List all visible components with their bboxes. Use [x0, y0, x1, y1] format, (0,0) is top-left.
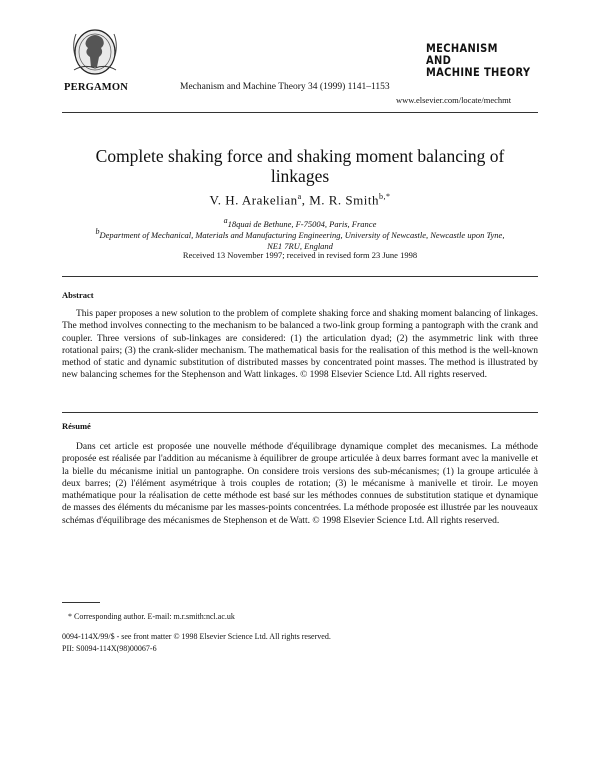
author-name: M. R. Smith: [309, 192, 379, 208]
paper-title: [60, 146, 540, 186]
footnote: * Corresponding author. E-mail: m.r.smith:ncl.ac.uk: [68, 612, 235, 621]
affiliation-b: $^b$Department of Mechanical, Materials and Manufacturing Engineering, University of Newcastle, Newcastle upon Tyne, NE1 7RU, England: [95, 227, 505, 251]
journal-logo-line: AND: [426, 53, 452, 67]
journal-logo-line: MACHINE THEORY: [426, 65, 531, 79]
abstract-heading: Abstract: [62, 290, 94, 300]
title-line: linkages: [270, 166, 330, 186]
author-list: [60, 192, 540, 208]
header-divider: [62, 112, 538, 113]
journal-citation: Mechanism and Machine Theory 34 (1999) 1141–1153: [180, 82, 390, 92]
divider: [62, 276, 538, 277]
journal-logo: [426, 41, 531, 79]
journal-url-link[interactable]: www.elsevier.com/locate/mechmt: [396, 95, 512, 105]
divider: [62, 412, 538, 413]
affiliation-a: $^a$18quai de Bethune, F-75004, Paris, France: [223, 216, 377, 229]
journal-logo-line: MECHANISM: [426, 41, 498, 55]
publisher-name: PERGAMON: [64, 82, 129, 93]
abstract-text: This paper proposes a new solution to the problem of complete shaking force and shaking moment balancing of linkages. The method involves connecting to the mechanism to be balanced a two-link group forming a pantograph with the crank and coupler. Three versions of sub-linkages are considered: (1) the articulation dyad; (2) the asymmetric link with three rotational pairs; (3) the crank-slider mechanism. The mathematical basis for the realisation of this method is the well-known method of static and dynamic substitution of distributed masses by concentrated point masses. The method is illustrated by new balancing schemes for the Stephenson and Watt linkages. © 1998 Elsevier Science Ltd. All rights reserved.: [62, 309, 538, 381]
affiliation-mark: a: [297, 192, 302, 201]
author-name: V. H. Arakelian: [209, 192, 298, 208]
pergamon-emblem-icon: [66, 26, 124, 78]
title-line: Complete shaking force and shaking moment balancing of: [95, 146, 505, 166]
author-separator: ,: [301, 192, 310, 208]
resume-heading: Résumé: [62, 421, 91, 431]
affiliation-mark: b: [95, 227, 100, 236]
affiliation-mark: b,: [379, 192, 386, 201]
footnote-divider: [62, 602, 100, 603]
resume-text: Dans cet article est proposée une nouvelle méthode d'équilibrage dynamique complet des mecanismes. La méthode proposée est réalisée par l'addition au mécanisme à équilibrer de groupe articulée à deux barres formant avec la manivelle et la bielle du mécanisme initial un pantographe. On considere trois versions des sub-mécanismes; (1) la groupe articulée à deux barres; (2) l'élément asymétrique à trois couples de rotation; (3) le mécanisme à manivelle et tiroir. Le moyen mathématique pour la réalisation de cette méthode est basé sur les méthodes connues de substitution statique et dynamique de masses des éléments du mécanisme par les masses-points concentrées. La méthode proposée est illustrée par les nouveaux schémas d'équilibrage des mécanismes de Stephenson et de Watt. © 1998 Elsevier Science Ltd. All rights reserved.: [62, 442, 538, 526]
received-dates: Received 13 November 1997; received in revised form 23 June 1998: [182, 250, 418, 260]
affiliation-mark: a: [223, 216, 228, 225]
corresponding-mark: *: [386, 192, 391, 201]
front-matter-line: 0094-114X/99/$ - see front matter © 1998 Elsevier Science Ltd. All rights reserved.: [62, 632, 331, 641]
pii-line: PII: S0094-114X(98)00067-6: [62, 644, 157, 653]
